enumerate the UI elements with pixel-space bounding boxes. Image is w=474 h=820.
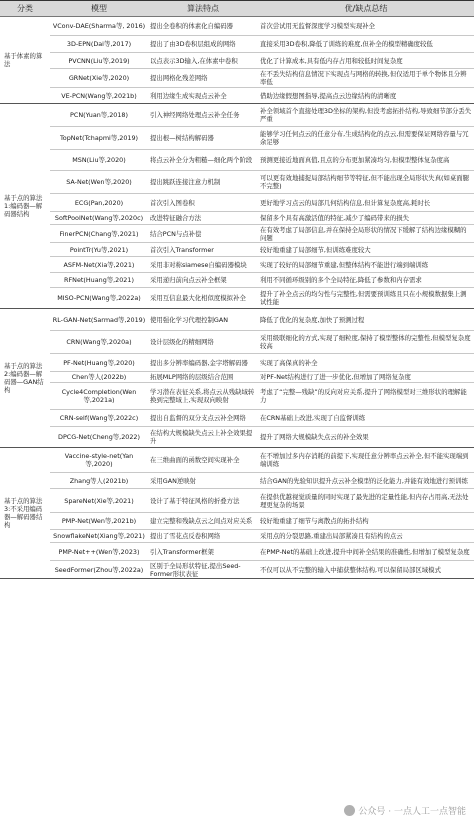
model-cell: SeedFormer(Zhou等,2022a) xyxy=(50,561,148,579)
table-row xyxy=(0,36,474,53)
feature-cell: 提出自监督的双分支点云补全网络 xyxy=(148,410,258,427)
summary-cell: 较好地重建了细节与离散点的拓扑结构 xyxy=(258,513,474,530)
table-row xyxy=(0,448,474,473)
table-row xyxy=(0,489,474,513)
table-row xyxy=(0,171,474,194)
wechat-icon xyxy=(344,805,355,816)
table-row xyxy=(0,53,474,69)
model-cell: SnowflakeNet(Xiang等,2021) xyxy=(50,530,148,543)
feature-cell: 学习潜在表征关系,将点云从残缺域转换到完整域上,实现双向映射 xyxy=(148,383,258,410)
table-row xyxy=(0,288,474,309)
model-cell: ECG(Pan,2020) xyxy=(50,194,148,212)
feature-cell: 在结构大规模缺失点云上补全效果提升 xyxy=(148,427,258,448)
feature-cell: 提出跳跃连接注意力机制 xyxy=(148,171,258,194)
feature-cell: 拓展MLP网络的层级结合范围 xyxy=(148,372,258,383)
table-row xyxy=(0,194,474,212)
table-row xyxy=(0,410,474,427)
category-cell: 基于体素的算法 xyxy=(0,17,50,104)
table-row xyxy=(0,104,474,127)
feature-cell: 首次引入Transformer xyxy=(148,243,258,257)
feature-cell: 引入神经网络处理点云补全任务 xyxy=(148,104,258,127)
feature-cell: 利用边缘生成实现点云补全 xyxy=(148,88,258,104)
model-cell: SpareNet(Xie等,2021) xyxy=(50,489,148,513)
table-row xyxy=(0,513,474,530)
feature-cell: 采用GAN逆映射 xyxy=(148,473,258,489)
feature-cell: 区别于全局形状特征,提出Seed-Former形状表征 xyxy=(148,561,258,579)
model-cell: PVCNN(Liu等,2019) xyxy=(50,53,148,69)
table-row xyxy=(0,354,474,372)
watermark xyxy=(344,804,466,817)
model-cell: FinerPCN(Chang等,2021) xyxy=(50,225,148,243)
feature-cell: 建立完整和残缺点云之间点对应关系 xyxy=(148,513,258,530)
summary-cell: 在提供优越视觉质量的同时实现了最先进的定量性能,但内存占用高,无法处理更复杂的场景 xyxy=(258,489,474,513)
feature-cell: 改进特征融合方法 xyxy=(148,212,258,225)
summary-cell: 在不丢失结构信息情况下实现点与网格的转换,但仅适用于单个物体且分辨率低 xyxy=(258,69,474,88)
feature-cell: 提出了由3D卷积层组成的网络 xyxy=(148,36,258,53)
summary-cell: 实现了高保真的补全 xyxy=(258,354,474,372)
feature-cell: 结合PCN与点补偿 xyxy=(148,225,258,243)
summary-cell: 在CRN基础上改进,实现了自监督训练 xyxy=(258,410,474,427)
table-row xyxy=(0,561,474,579)
summary-cell: 不仅可以从不完整的输入中捕获整体结构,可以保留局部区域模式 xyxy=(258,561,474,579)
model-cell: PCN(Yuan等,2018) xyxy=(50,104,148,127)
summary-cell: 考虑了“完整—残缺”的反向对应关系,提升了网络模型对三维形状的理解能力 xyxy=(258,383,474,410)
table-row xyxy=(0,150,474,171)
summary-cell: 在不增加过多内存消耗的前提下,实现任意分辨率点云补全,但不能实现端到端训练 xyxy=(258,448,474,473)
table-row xyxy=(0,273,474,288)
summary-cell: 可以更有效地捕捉局部结构细节等特征,但不能出现全局形状失真(如桌面腿不完整) xyxy=(258,171,474,194)
summary-cell: 直接采用3D卷积,降低了训练的难度,但补全的模型精确度较低 xyxy=(258,36,474,53)
table-row xyxy=(0,212,474,225)
table-row xyxy=(0,530,474,543)
table-row xyxy=(0,473,474,489)
summary-cell: 降低了优化的复杂度,加快了预测过程 xyxy=(258,309,474,331)
feature-cell: 提出全卷积的体素化自编码器 xyxy=(148,17,258,36)
model-cell: MSN(Liu等,2020) xyxy=(50,150,148,171)
header-row xyxy=(0,1,474,17)
model-cell: RL-GAN-Net(Sarmad等,2019) xyxy=(50,309,148,331)
summary-cell: 保留多个具有高激活值的特征,减少了编码带来的损失 xyxy=(258,212,474,225)
model-cell: RFNet(Huang等,2021) xyxy=(50,273,148,288)
header-summary: 优/缺点总结 xyxy=(258,1,474,17)
model-cell: VConv-DAE(Sharma等, 2016) xyxy=(50,17,148,36)
summary-cell: 优化了计算成本,具有低内存占用和较低时间复杂度 xyxy=(258,53,474,69)
table-row xyxy=(0,372,474,383)
model-cell: Zhang等人(2021b) xyxy=(50,473,148,489)
watermark-text: 公众号 · 一点人工一点智能 xyxy=(358,807,466,817)
model-cell: SoftPoolNet(Wang等,2020c) xyxy=(50,212,148,225)
table-row xyxy=(0,309,474,331)
summary-cell: 首次尝试用无监督深度学习模型实现补全 xyxy=(258,17,474,36)
feature-cell: 首次引入图卷积 xyxy=(148,194,258,212)
model-cell: VE-PCN(Wang等,2021b) xyxy=(50,88,148,104)
category-cell: 基于点的算法3:不采用编码器—解码器结构 xyxy=(0,448,50,579)
summary-cell: 利用不同循环级别的多个全局特征,降低了参数和内存需求 xyxy=(258,273,474,288)
model-cell: Cycle4Completion(Wen等,2021a) xyxy=(50,383,148,410)
feature-cell: 引入Transformer框架 xyxy=(148,543,258,561)
model-cell: MISO-PCN(Wang等,2022a) xyxy=(50,288,148,309)
model-cell: CRN(Wang等,2020a) xyxy=(50,331,148,354)
table-row xyxy=(0,88,474,104)
category-cell: 基于点的算法1:编码器—解码器结构 xyxy=(0,104,50,309)
model-cell: PointTr(Yu等,2021) xyxy=(50,243,148,257)
model-cell: GRNet(Xie等,2020) xyxy=(50,69,148,88)
summary-cell: 补全领域首个直接处理3D坐标的架构,但没考虑拓扑结构,导致细节部分丢失严重 xyxy=(258,104,474,127)
summary-cell: 采用级联细化的方式,实现了细粒度,保持了模型整体的完整性,但模型复杂度较高 xyxy=(258,331,474,354)
summary-cell: 实现了较好的局部细节重建,但整体结构不能进行端到端训练 xyxy=(258,257,474,273)
feature-cell: 采用互信息最大化相似度模拟补全 xyxy=(148,288,258,309)
summary-cell: 能够学习任何点云的任意分布,生成结构化的点云,但需要保证网络容量与冗余足够 xyxy=(258,127,474,150)
table-row xyxy=(0,383,474,410)
table-row xyxy=(0,427,474,448)
table-row xyxy=(0,69,474,88)
summary-cell: 提升了网络大规模缺失点云的补全效果 xyxy=(258,427,474,448)
feature-cell: 将点云补全分为粗糙—细化两个阶段 xyxy=(148,150,258,171)
model-cell: CRN-self(Wang等,2022c) xyxy=(50,410,148,427)
table-body xyxy=(0,17,474,579)
feature-cell: 提出了雪花点反卷积网络 xyxy=(148,530,258,543)
summary-cell: 结合GAN的先验知识提升点云补全模型的泛化能力,并能有效地进行预训练 xyxy=(258,473,474,489)
summary-cell: 更好地学习点云的局部几何结构信息,但计算复杂度高,耗时长 xyxy=(258,194,474,212)
model-cell: PF-Net(Huang等,2020) xyxy=(50,354,148,372)
model-cell: ASFM-Net(Xia等,2021) xyxy=(50,257,148,273)
summary-cell: 在PMP-Net的基础上改进,提升中间补全结果的准确性,但增加了模型复杂度 xyxy=(258,543,474,561)
feature-cell: 提出根—树结构解码器 xyxy=(148,127,258,150)
feature-cell: 采用递归前向点云补全框架 xyxy=(148,273,258,288)
category-cell: 基于点的算法2:编码器—解码器—GAN结构 xyxy=(0,309,50,448)
feature-cell: 采用非对称siamese自编码器模块 xyxy=(148,257,258,273)
model-cell: DPCG-Net(Cheng等,2022) xyxy=(50,427,148,448)
model-cell: Vaccine-style-net(Yan等,2020) xyxy=(50,448,148,473)
summary-cell: 采用点的分裂思路,重建出局部紧凑且有结构的点云 xyxy=(258,530,474,543)
header-model: 模型 xyxy=(50,1,148,17)
feature-cell: 设计了基于特征风格的折叠方法 xyxy=(148,489,258,513)
model-cell: PMP-Net(Wen等,2021b) xyxy=(50,513,148,530)
feature-cell: 提出多分辨率编码器,金字塔解码器 xyxy=(148,354,258,372)
header-feature: 算法特点 xyxy=(148,1,258,17)
feature-cell: 以点表示3D输入,在体素中卷积 xyxy=(148,53,258,69)
table-row xyxy=(0,331,474,354)
model-cell: TopNet(Tchapmi等,2019) xyxy=(50,127,148,150)
header-category: 分类 xyxy=(0,1,50,17)
summary-cell: 提升了补全点云的均匀性与完整性,但需要预训练且只在小规模数据集上测试性能 xyxy=(258,288,474,309)
feature-cell: 设计层级化的精细网络 xyxy=(148,331,258,354)
table-row xyxy=(0,243,474,257)
summary-cell: 在有效考虑了局部信息,并在保持全局形状的情况下缓解了结构边缘模糊的问题 xyxy=(258,225,474,243)
summary-cell: 较好地重建了局部细节,但训练难度较大 xyxy=(258,243,474,257)
feature-cell: 提出网格化残差网络 xyxy=(148,69,258,88)
table-row xyxy=(0,17,474,36)
table-row xyxy=(0,257,474,273)
feature-cell: 在三维曲面的函数空间实现补全 xyxy=(148,448,258,473)
table-row xyxy=(0,225,474,243)
summary-cell: 借助边缘假想图指导,提高点云边缘结构的清晰度 xyxy=(258,88,474,104)
table-row xyxy=(0,543,474,561)
model-cell: SA-Net(Wen等,2020) xyxy=(50,171,148,194)
summary-cell: 对PF-Net结构进行了进一步优化,但增加了网络复杂度 xyxy=(258,372,474,383)
model-cell: 3D-EPN(Dai等,2017) xyxy=(50,36,148,53)
feature-cell: 使用强化学习代理控制GAN xyxy=(148,309,258,331)
summary-cell: 预测更接近地面真值,且点的分布更加紧凑均匀,但模型整体复杂度高 xyxy=(258,150,474,171)
model-cell: PMP-Net++(Wen等,2023) xyxy=(50,543,148,561)
table-row xyxy=(0,127,474,150)
model-cell: Chen等人(2022b) xyxy=(50,372,148,383)
